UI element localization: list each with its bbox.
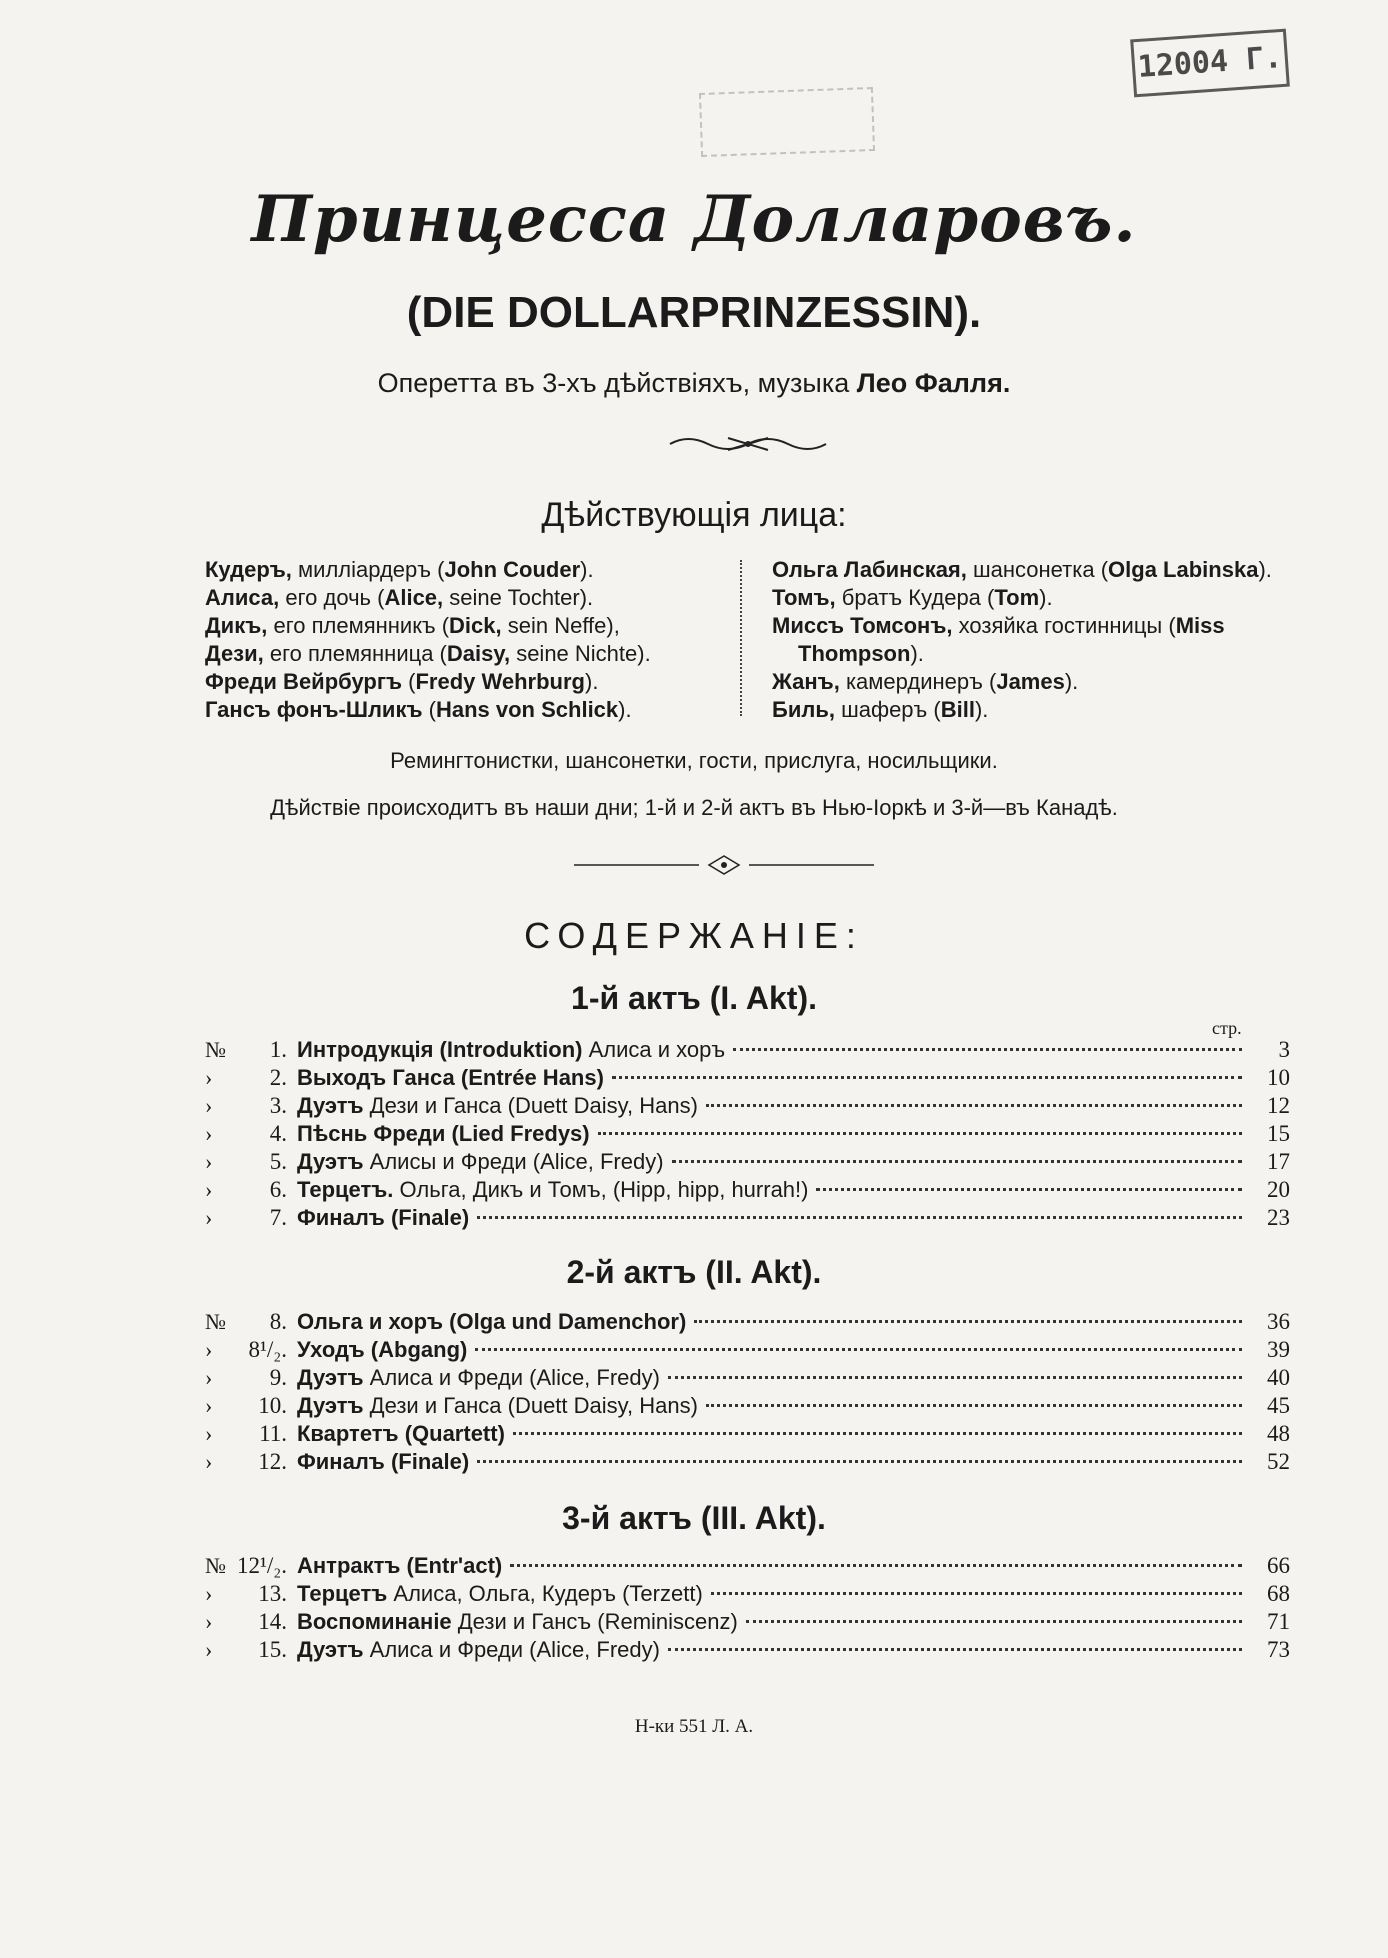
item-number: 8¹/₂. (248, 1337, 287, 1362)
description-text: Оперетта въ 3-хъ дѣйствіяхъ, музыка (377, 368, 850, 398)
publisher-footer: Н-ки 551 Л. А. (634, 1716, 754, 1737)
cast-name: Томъ, (772, 585, 836, 610)
contents-row (205, 1120, 1290, 1148)
cast-end: ). (1039, 585, 1053, 610)
dot-leader (475, 1342, 1242, 1351)
cast-original-name: John Couder (444, 557, 581, 582)
act-heading: 1-й актъ (I. Akt). (571, 980, 817, 1016)
item-title-rest: Алиса и Фреди (Alice, Fredy) (363, 1365, 660, 1390)
number-mark: › (205, 1365, 213, 1390)
cast-desc: камердинеръ ( (845, 669, 997, 694)
item-title (297, 1608, 738, 1636)
number-mark: › (205, 1205, 213, 1230)
item-title (297, 1420, 505, 1448)
item-title (297, 1176, 808, 1204)
contents-row (205, 1392, 1290, 1420)
item-number: 10. (258, 1393, 287, 1418)
item-number: 1. (269, 1037, 287, 1062)
number-mark: › (205, 1637, 213, 1662)
act-heading: 3-й актъ (III. Akt). (562, 1500, 826, 1536)
item-title (297, 1636, 660, 1664)
description (0, 368, 1388, 399)
number-mark: › (205, 1449, 213, 1474)
cast-entry (205, 556, 651, 584)
cast-name: Биль, (772, 697, 835, 722)
dot-leader (694, 1314, 1242, 1323)
item-title-bold: Дуэтъ (297, 1149, 364, 1174)
cast-desc: братъ Кудера ( (841, 585, 995, 610)
contents-list (205, 1036, 1290, 1232)
cast-desc: его племянникъ ( (273, 613, 450, 638)
number-mark: › (205, 1121, 213, 1146)
item-title (297, 1204, 469, 1232)
dot-leader (477, 1454, 1242, 1463)
contents-row (205, 1336, 1290, 1364)
cast-entry (205, 668, 651, 696)
page-number: 73 (1267, 1637, 1290, 1662)
contents-row (205, 1448, 1290, 1476)
page-column-label: стр. (1212, 1018, 1242, 1038)
page-title: Принцесса Долларовъ. (251, 182, 1137, 257)
cast-entry (205, 584, 651, 612)
item-title-bold: Ольга и хоръ (Olga und Damenchor) (297, 1309, 687, 1334)
cast-desc: его дочь ( (285, 585, 385, 610)
setting-line: Дѣйствіе происходитъ въ наши дни; 1-й и 2-й актъ въ Нью-Іоркѣ и 3-й—въ Канадѣ. (270, 795, 1118, 820)
cast-end: ). (580, 557, 594, 582)
page-number: 39 (1267, 1337, 1290, 1362)
cast-list-right (772, 556, 1272, 724)
contents-row (205, 1204, 1290, 1232)
item-title-bold: Дуэтъ (297, 1093, 364, 1118)
item-number: 3. (269, 1093, 287, 1118)
cast-divider (740, 560, 750, 716)
cast-original-name: Olga Labinska (1108, 557, 1259, 582)
item-title-bold: Квартетъ (Quartett) (297, 1421, 505, 1446)
item-number: 13. (258, 1581, 287, 1606)
cast-desc: ( (428, 697, 436, 722)
page-number: 10 (1267, 1065, 1290, 1090)
dot-leader (477, 1210, 1242, 1219)
cast-end: ). (1258, 557, 1272, 582)
cast-name: Гансъ фонъ-Шликъ (205, 697, 423, 722)
contents-row (205, 1064, 1290, 1092)
cast-original-name: Alice, (384, 585, 444, 610)
contents-row (205, 1148, 1290, 1176)
item-number: 2. (269, 1065, 287, 1090)
cast-name: Дикъ, (205, 613, 268, 638)
item-title-bold: Выходъ Ганса (Entrée Hans) (297, 1065, 604, 1090)
item-number: 4. (269, 1121, 287, 1146)
cast-name: Кудеръ, (205, 557, 292, 582)
contents-heading: СОДЕРЖАНІЕ: (524, 915, 864, 956)
extras-line: Ремингтонистки, шансонетки, гости, прислуга, носильщики. (390, 748, 998, 773)
cast-name: Жанъ, (772, 669, 840, 694)
cast-desc: его племянница ( (269, 641, 447, 666)
cast-end: ). (910, 641, 924, 666)
item-title (297, 1148, 664, 1176)
item-title-rest: Алиса, Ольга, Кудеръ (Terzett) (387, 1581, 703, 1606)
dot-leader (672, 1154, 1242, 1163)
contents-row (205, 1580, 1290, 1608)
page-subtitle: (DIE DOLLARPRINZESSIN). (406, 288, 982, 337)
dot-leader (746, 1614, 1242, 1623)
contents-list (205, 1552, 1290, 1664)
cast-end: seine Nichte). (510, 641, 651, 666)
item-title (297, 1552, 502, 1580)
cast-entry (772, 640, 1272, 668)
page-number: 68 (1267, 1581, 1290, 1606)
item-title-rest: Ольга, Дикъ и Томъ, (Hipp, hipp, hurrah!) (393, 1177, 809, 1202)
item-title-bold: Воспоминаніе (297, 1609, 452, 1634)
item-number: 5. (269, 1149, 287, 1174)
number-mark: › (205, 1337, 213, 1362)
number-mark: › (205, 1177, 213, 1202)
cast-entry (205, 612, 651, 640)
contents-row (205, 1364, 1290, 1392)
item-title (297, 1120, 590, 1148)
page-number: 40 (1267, 1365, 1290, 1390)
page-number: 15 (1267, 1121, 1290, 1146)
number-mark: › (205, 1065, 213, 1090)
cast-original-name: Fredy Wehrburg (415, 669, 585, 694)
cast-desc: хозяйка гостинницы ( (958, 613, 1176, 638)
flourish-ornament-icon (668, 432, 828, 456)
cast-end: ). (618, 697, 632, 722)
cast-entry (205, 696, 651, 724)
item-title (297, 1036, 725, 1064)
cast-list-left (205, 556, 651, 724)
item-number: 7. (269, 1205, 287, 1230)
library-stamp: 12004 Г. (1130, 29, 1290, 98)
item-number: 9. (269, 1365, 287, 1390)
item-title-rest: Дези и Ганса (Duett Daisy, Hans) (363, 1393, 698, 1418)
page-number: 71 (1267, 1609, 1290, 1634)
item-title (297, 1308, 686, 1336)
dot-leader (816, 1182, 1242, 1191)
dot-leader (706, 1098, 1242, 1107)
number-mark: № (205, 1037, 226, 1062)
dot-leader (598, 1126, 1242, 1135)
contents-row (205, 1176, 1290, 1204)
item-number: 8. (269, 1309, 287, 1334)
item-title (297, 1092, 698, 1120)
page-number: 12 (1267, 1093, 1290, 1118)
page-number: 17 (1267, 1149, 1290, 1174)
page-number: 20 (1267, 1177, 1290, 1202)
cast-desc: ( (408, 669, 416, 694)
page-number: 52 (1267, 1449, 1290, 1474)
item-number: 6. (269, 1177, 287, 1202)
dot-leader (513, 1426, 1242, 1435)
cast-heading: Дѣйствующія лица: (541, 496, 847, 534)
page-number: 3 (1278, 1037, 1290, 1062)
page-number: 48 (1267, 1421, 1290, 1446)
item-title-rest: Алисы и Фреди (Alice, Fredy) (363, 1149, 664, 1174)
cast-end: sein Neffe), (501, 613, 620, 638)
number-mark: › (205, 1609, 213, 1634)
cast-entry (772, 556, 1272, 584)
cast-original-name: Hans von Schlick (435, 697, 619, 722)
contents-row (205, 1308, 1290, 1336)
item-title-bold: Терцетъ. (297, 1177, 394, 1202)
cast-original-name: Dick, (449, 613, 502, 638)
cast-end: ). (974, 697, 989, 722)
number-mark: › (205, 1093, 213, 1118)
contents-row (205, 1092, 1290, 1120)
cast-name: Дези, (205, 641, 264, 666)
contents-row (205, 1608, 1290, 1636)
cast-desc: милліардеръ ( (298, 557, 445, 582)
cast-entry (205, 640, 651, 668)
cast-original-name: James (996, 669, 1065, 694)
cast-entry (772, 696, 1272, 724)
cast-name: Алиса, (205, 585, 280, 610)
divider-ornament-icon (574, 854, 874, 876)
item-title-bold: Дуэтъ (297, 1365, 364, 1390)
page-number: 23 (1267, 1205, 1290, 1230)
item-number: 11. (259, 1421, 287, 1446)
item-title-bold: Финалъ (Finale) (297, 1205, 470, 1230)
dot-leader (733, 1042, 1242, 1051)
cast-end: ). (585, 669, 599, 694)
cast-entry (772, 668, 1272, 696)
dot-leader (668, 1370, 1242, 1379)
cast-end: seine Tochter). (443, 585, 594, 610)
cast-name: Миссъ Томсонъ, (772, 613, 953, 638)
item-title-rest: Алиса и Фреди (Alice, Fredy) (363, 1637, 660, 1662)
item-title-rest: Дези и Гансъ (Reminiscenz) (451, 1609, 738, 1634)
cast-original-name: Miss (1175, 613, 1225, 638)
number-mark: › (205, 1393, 213, 1418)
contents-row (205, 1420, 1290, 1448)
number-mark: № (205, 1553, 226, 1578)
cast-entry (772, 612, 1272, 640)
item-title-bold: Антрактъ (Entr'act) (297, 1553, 503, 1578)
number-mark: › (205, 1581, 213, 1606)
item-title-bold: Дуэтъ (297, 1393, 364, 1418)
composer-name: Лео Фалля. (856, 368, 1011, 398)
cast-desc: шансонетка ( (973, 557, 1109, 582)
cast-end: ). (1064, 669, 1079, 694)
item-title (297, 1392, 698, 1420)
cast-name: Ольга Лабинская, (772, 557, 967, 582)
contents-row (205, 1036, 1290, 1064)
cast-name: Фреди Вейрбургъ (205, 669, 403, 694)
cast-entry (772, 584, 1272, 612)
cast-original-name: Tom (994, 585, 1040, 610)
item-title-rest: Алиса и хоръ (582, 1037, 726, 1062)
contents-list (205, 1308, 1290, 1476)
cast-original-name: Bill (940, 697, 975, 722)
contents-row (205, 1636, 1290, 1664)
item-title-bold: Пѣснь Фреди (Lied Fredys) (297, 1121, 590, 1146)
page-number: 45 (1267, 1393, 1290, 1418)
item-title-bold: Уходъ (Abgang) (297, 1337, 468, 1362)
number-mark: › (205, 1149, 213, 1174)
dot-leader (612, 1070, 1242, 1079)
item-number: 12. (258, 1449, 287, 1474)
item-title-bold: Финалъ (Finale) (297, 1449, 470, 1474)
page-number: 36 (1267, 1309, 1290, 1334)
item-number: 12¹/₂. (236, 1553, 287, 1578)
item-title-bold: Дуэтъ (297, 1637, 364, 1662)
item-title (297, 1580, 703, 1608)
cast-original-name: Thompson (798, 641, 911, 666)
item-number: 14. (258, 1609, 287, 1634)
dot-leader (706, 1398, 1242, 1407)
item-title-bold: Интродукція (Introduktion) (297, 1037, 583, 1062)
item-title (297, 1364, 660, 1392)
number-mark: › (205, 1421, 213, 1446)
item-title (297, 1064, 604, 1092)
faded-stamp (699, 87, 875, 157)
item-title (297, 1448, 469, 1476)
item-title-bold: Терцетъ (297, 1581, 388, 1606)
item-title (297, 1336, 467, 1364)
item-number: 15. (258, 1637, 287, 1662)
cast-original-name: Daisy, (446, 641, 511, 666)
item-title-rest: Дези и Ганса (Duett Daisy, Hans) (363, 1093, 698, 1118)
page-number: 66 (1267, 1553, 1290, 1578)
number-mark: № (205, 1309, 226, 1334)
dot-leader (510, 1558, 1242, 1567)
contents-row (205, 1552, 1290, 1580)
dot-leader (711, 1586, 1242, 1595)
cast-desc: шаферъ ( (841, 697, 941, 722)
dot-leader (668, 1642, 1242, 1651)
act-heading: 2-й актъ (II. Akt). (566, 1254, 822, 1290)
